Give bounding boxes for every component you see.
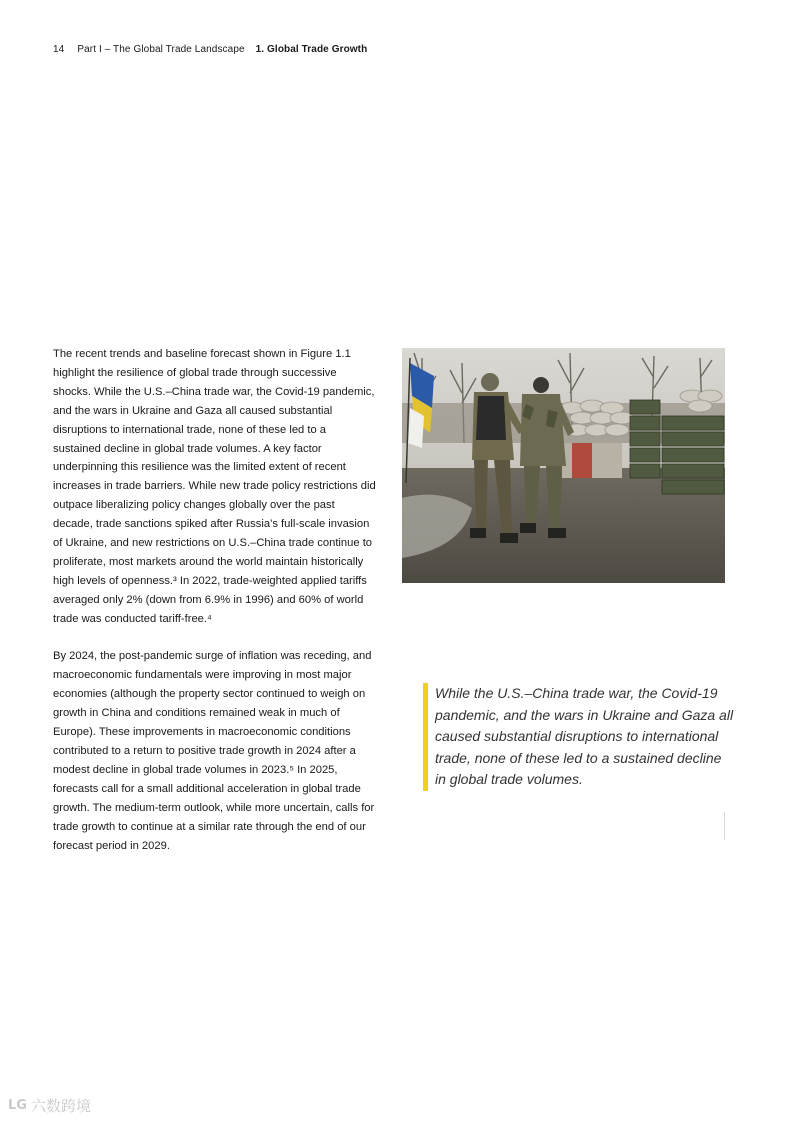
watermark bbox=[8, 1095, 91, 1116]
divider-line bbox=[724, 812, 725, 840]
pull-quote bbox=[423, 683, 735, 791]
watermark-logo: LG bbox=[8, 1098, 27, 1113]
watermark-text: 六数跨境 bbox=[30, 1097, 91, 1115]
pull-quote-text: While the U.S.–China trade war, the Covid-19 pandemic, and the wars in Ukraine and Gaza all caused substantial disruptions to international trade, none of these led to a sustained decline in global trade volumes. bbox=[435, 685, 734, 788]
running-header bbox=[53, 44, 367, 55]
part-title: Part I – The Global Trade Landscape bbox=[77, 44, 245, 55]
body-paragraph-2: By 2024, the post-pandemic surge of inflation was receding, and macroeconomic fundamentals were improving in most major economies (although the property sector continued to weigh on growth in China and conditions remained weak in much of Europe). These improvements in macroeconomic conditions contributed to a return to positive trade growth in 2024 after a modest decline in global trade volumes in 2023.⁵ In 2025, forecasts call for a small additional acceleration in global trade growth. The medium-term outlook, while more uncertain, calls for trade growth to continue at a similar rate through the end of our forecast period in 2029. bbox=[53, 650, 375, 852]
chapter-title: 1. Global Trade Growth bbox=[255, 44, 368, 55]
body-text-column bbox=[53, 345, 377, 855]
photo-soldiers-checkpoint bbox=[402, 348, 725, 583]
page-number: 14 bbox=[53, 44, 65, 55]
photo-illustration bbox=[402, 348, 725, 583]
body-paragraph-1: The recent trends and baseline forecast shown in Figure 1.1 highlight the resilience of global trade through successive shocks. While the U.S.–China trade war, the Covid-19 pandemic, and the wars in Ukraine and Gaza all caused substantial disruptions to international trade, none of these led to a sustained decline in global trade volumes. A key factor underpinning this resilience was the limited extent of recent increases in trade barriers. While new trade policy restrictions did outpace liberalizing policy changes globally over the past decade, trade sanctions spiked after Russia’s full-scale invasion of Ukraine, and new restrictions on U.S.–China trade continue to proliferate, most markets around the world maintain historically high levels of openness.³ In 2022, trade-weighted applied tariffs averaged only 2% (down from 6.9% in 1996) and 60% of world trade was conducted tariff-free.⁴ bbox=[53, 348, 376, 625]
